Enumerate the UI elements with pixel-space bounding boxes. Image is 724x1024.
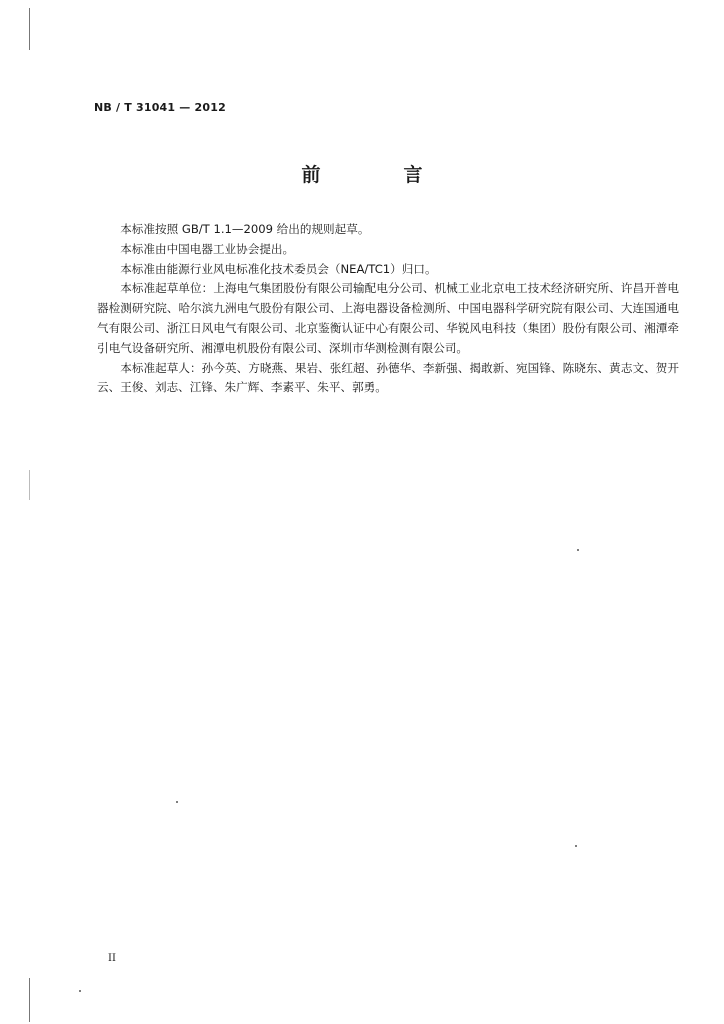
scan-speck [176, 801, 178, 803]
paragraph-drafting-units: 本标准起草单位：上海电气集团股份有限公司输配电分公司、机械工业北京电工技术经济研究所、许昌开普电器检测研究院、哈尔滨九洲电气股份有限公司、上海电器设备检测所、中国电器科学研究院有限公司、大连国通电气有限公司、浙江日风电气有限公司、北京鉴衡认证中心有限公司、华锐风电科技（集团）股份有限公司、湘潭牵引电气设备研究所、湘潭电机股份有限公司、深圳市华测检测有限公司。 [97, 281, 679, 355]
standard-code: NB / T 31041 — 2012 [94, 101, 226, 114]
scan-edge-mid [29, 470, 30, 500]
scan-speck [575, 845, 577, 847]
paragraph-drafting-rules: 本标准按照 GB/T 1.1—2009 给出的规则起草。 [120, 222, 370, 236]
paragraph-committee: 本标准由能源行业风电标准化技术委员会（NEA/TC1）归口。 [120, 261, 437, 276]
scan-speck [577, 549, 579, 551]
scan-speck [79, 990, 81, 992]
foreword-body [97, 220, 679, 398]
page-title: 前 言 [301, 164, 455, 186]
scan-edge-top [29, 8, 30, 50]
paragraph-drafters: 本标准起草人：孙今英、方晓燕、果岩、张红超、孙德华、李新强、揭敢新、宛国锋、陈晓东、黄志文、贺开云、王俊、刘志、江锋、朱广辉、李素平、朱平、郭勇。 [97, 360, 679, 395]
paragraph-proposer: 本标准由中国电器工业协会提出。 [120, 241, 295, 256]
scan-edge-bottom [29, 978, 30, 1022]
page-number: II [108, 953, 116, 964]
